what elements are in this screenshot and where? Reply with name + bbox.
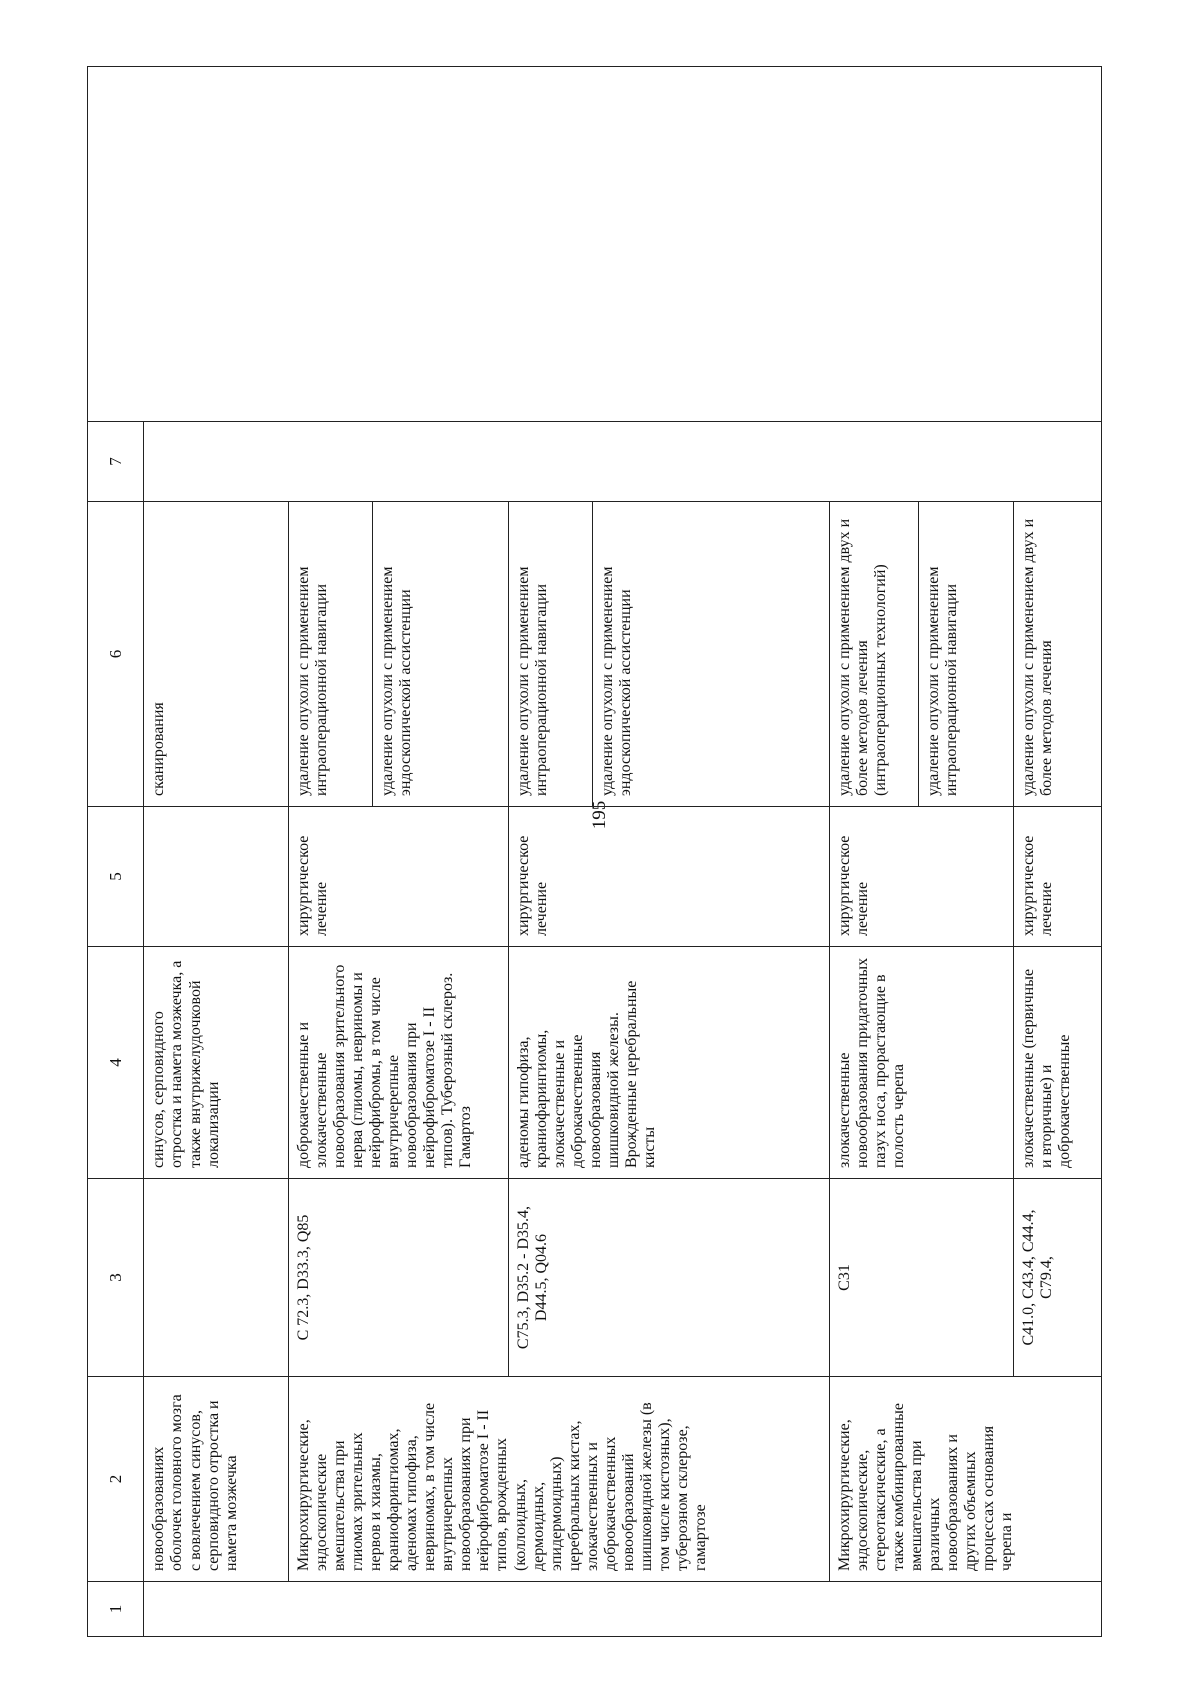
cell-codes: [144, 1179, 288, 1377]
header-col-2: 2: [88, 1377, 144, 1582]
cell-procedure: удаление опухоли с применением интраоперационной навигации: [508, 502, 593, 807]
rotated-page: [87, 67, 1102, 1637]
cell-diagnosis: злокачественные новообразования придаточных пазух носа, прорастающие в полость черепа: [829, 947, 1013, 1179]
cell-col-1: [144, 1582, 1102, 1637]
cell-diagnosis: синусов, серповидного отростка и намета мозжечка, а также внутрижелудочковой локализации: [144, 947, 288, 1179]
cell-col-7: [144, 422, 1102, 502]
cell-codes: С 72.3, D33.3, Q85: [288, 1179, 508, 1377]
cell-procedure: сканирования: [144, 502, 288, 807]
cell-procedure: удаление опухоли с применением эндоскопической ассистенции: [593, 502, 829, 807]
cell-treatment-type: хирургическое лечение: [829, 807, 1013, 947]
cell-codes: С41.0, С43.4, С44.4, С79.4,: [1014, 1179, 1102, 1377]
blank-right-column: [88, 67, 1102, 422]
cell-method: Микрохирургические, эндоскопические, стереотаксические, а также комбинированные вмешательства при различных новообразованиях и других объемных процессах основания черепа и: [829, 1377, 1101, 1582]
cell-method: новообразованиях оболочек головного мозга с вовлечением синусов, серповидного отростка и намета мозжечка: [144, 1377, 288, 1582]
cell-treatment-type: хирургическое лечение: [1014, 807, 1102, 947]
header-col-5: 5: [88, 807, 144, 947]
cell-diagnosis: аденомы гипофиза, краниофарингиомы, злокачественные и доброкачественные новообразования шишковидной железы. Врожденные церебральные кисты: [508, 947, 829, 1179]
cell-method: Микрохирургические, эндоскопические вмешательства при глиомах зрительных нервов и хиазмы, краниофарингиомах, аденомах гипофиза, невриномах, в том числе внутричерепных новообразованиях при нейрофиброматозе I - II типов, врожденных (коллоидных, дермоидных, эпидермоидных) церебральных кистах, злокачественных и доброкачественных новообразований шишковидной железы (в том числе кистозных), туберозном склерозе, гамартозе: [288, 1377, 829, 1582]
cell-diagnosis: доброкачественные и злокачественные новообразования зрительного нерва (глиомы, невриномы и нейрофибромы, в том числе внутричерепные новообразования при нейрофиброматозе I - II типов). Туберозный склероз. Гамартоз: [288, 947, 508, 1179]
cell-treatment-type: хирургическое лечение: [288, 807, 508, 947]
cell-diagnosis: злокачественные (первичные и вторичные) и доброкачественные: [1014, 947, 1102, 1179]
header-col-3: 3: [88, 1179, 144, 1377]
cell-treatment-type: [144, 807, 288, 947]
header-col-6: 6: [88, 502, 144, 807]
procedures-table: [87, 66, 1102, 1637]
cell-procedure: удаление опухоли с применением двух и более методов лечения (интраоперационных технологий): [829, 502, 918, 807]
cell-treatment-type: хирургическое лечение: [508, 807, 829, 947]
cell-procedure: удаление опухоли с применением эндоскопической ассистенции: [373, 502, 509, 807]
header-col-1: 1: [88, 1582, 144, 1637]
cell-procedure: удаление опухоли с применением двух и более методов лечения: [1014, 502, 1102, 807]
cell-procedure: удаление опухоли с применением интраоперационной навигации: [918, 502, 1013, 807]
page-number: 195: [589, 800, 610, 830]
cell-codes: С75.3, D35.2 - D35.4, D44.5, Q04.6: [508, 1179, 829, 1377]
cell-procedure: удаление опухоли с применением интраоперационной навигации: [288, 502, 373, 807]
cell-codes: С31: [829, 1179, 1013, 1377]
header-col-4: 4: [88, 947, 144, 1179]
header-col-7: 7: [88, 422, 144, 502]
header-row: [88, 67, 144, 1637]
